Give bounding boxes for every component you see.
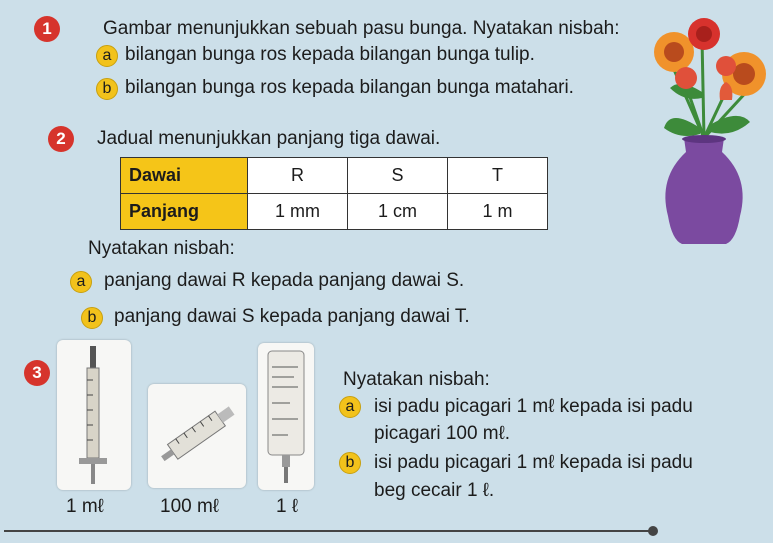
q3-item-b-line1: isi padu picagari 1 mℓ kepada isi padu xyxy=(374,452,693,473)
table-cell: R xyxy=(248,158,348,194)
q2-item-b-text: panjang dawai S kepada panjang dawai T. xyxy=(114,306,470,327)
q2-item-b-label: b xyxy=(81,307,103,329)
caption-1l: 1 ℓ xyxy=(276,496,298,517)
q3-item-b-label: b xyxy=(339,452,361,474)
q3-item-a-line2: picagari 100 mℓ. xyxy=(374,423,511,444)
question-2-text: Jadual menunjukkan panjang tiga dawai. xyxy=(97,128,441,149)
q1-item-b-label: b xyxy=(96,78,118,100)
q1-item-b-text: bilangan bunga ros kepada bilangan bunga matahari. xyxy=(125,77,574,98)
table-cell: 1 mm xyxy=(248,194,348,230)
iv-bag-icon xyxy=(258,343,314,490)
question-1-text: Gambar menunjukkan sebuah pasu bunga. Nyatakan nisbah: xyxy=(103,18,620,39)
q1-item-a-text: bilangan bunga ros kepada bilangan bunga tulip. xyxy=(125,44,535,65)
q1-item-a-label: a xyxy=(96,45,118,67)
syringe-icon xyxy=(57,340,131,490)
table-cell: T xyxy=(448,158,548,194)
table-header-row xyxy=(121,158,548,194)
divider-dot xyxy=(648,526,658,536)
table-cell: S xyxy=(348,158,448,194)
table-cell: Dawai xyxy=(121,158,248,194)
question-3-number: 3 xyxy=(24,360,50,386)
wire-length-table xyxy=(120,157,548,230)
q3-item-a-label: a xyxy=(339,396,361,418)
syringe-100ml-image xyxy=(148,384,246,488)
bottom-divider xyxy=(4,530,654,532)
caption-100ml: 100 mℓ xyxy=(160,496,219,517)
syringe-icon xyxy=(148,384,246,488)
question-1-number: 1 xyxy=(34,16,60,42)
question-3-prompt: Nyatakan nisbah: xyxy=(343,369,490,390)
q3-item-a-line1: isi padu picagari 1 mℓ kepada isi padu xyxy=(374,396,693,417)
q2-item-a-label: a xyxy=(70,271,92,293)
flower-vase-illustration xyxy=(640,8,770,253)
vase-icon xyxy=(665,135,742,244)
q3-item-b-line2: beg cecair 1 ℓ. xyxy=(374,480,495,501)
q2-item-a-text: panjang dawai R kepada panjang dawai S. xyxy=(104,270,465,291)
table-cell: 1 cm xyxy=(348,194,448,230)
question-2-prompt: Nyatakan nisbah: xyxy=(88,238,235,259)
question-2-number: 2 xyxy=(48,126,74,152)
table-cell: Panjang xyxy=(121,194,248,230)
syringe-1ml-image xyxy=(57,340,131,490)
table-row xyxy=(121,194,548,230)
caption-1ml: 1 mℓ xyxy=(66,496,104,517)
fluid-bag-1l-image xyxy=(258,343,314,490)
table-cell: 1 m xyxy=(448,194,548,230)
